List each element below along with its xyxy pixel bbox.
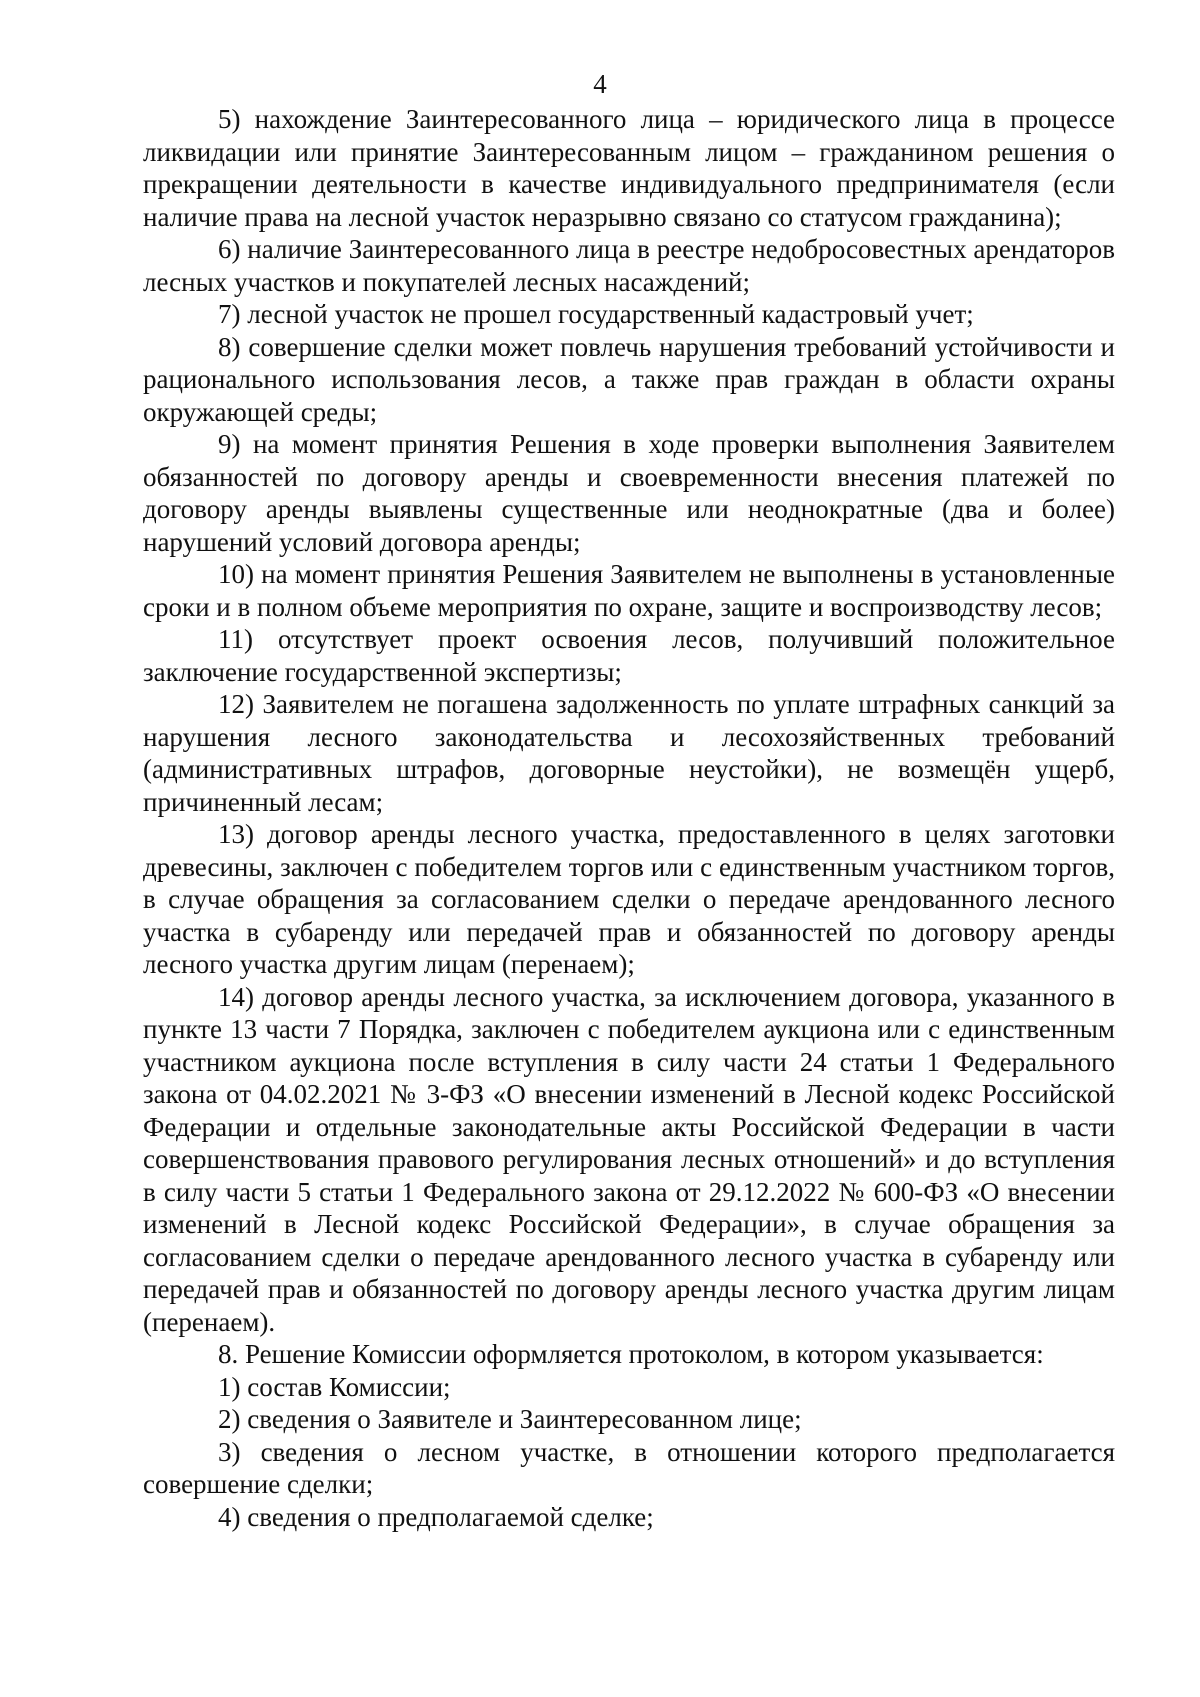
protocol-item-2: 2) сведения о Заявителе и Заинтересованном лице; bbox=[218, 1404, 802, 1434]
list-item-11: 11) отсутствует проект освоения лесов, получивший положительное заключение государственной экспертизы; bbox=[143, 624, 1115, 687]
list-item-10: 10) на момент принятия Решения Заявителем не выполнены в установленные сроки и в полном объеме мероприятия по охране, защите и воспроизводству лесов; bbox=[143, 559, 1115, 622]
list-item-8: 8) совершение сделки может повлечь нарушения требований устойчивости и рационального использования лесов, а также прав граждан в области охраны окружающей среды; bbox=[143, 331, 1115, 427]
list-item-9: 9) на момент принятия Решения в ходе проверки выполнения Заявителем обязанностей по договору аренды и своевременности внесения платежей по договору аренды выявлены существенные или неоднократные (два и более) нарушений условий договора аренды; bbox=[143, 429, 1115, 557]
protocol-item-4: 4) сведения о предполагаемой сделке; bbox=[218, 1501, 654, 1532]
protocol-item-3: 3) сведения о лесном участке, в отношении которого предполагается совершение сделки; bbox=[143, 1436, 1115, 1499]
section-8-heading: 8. Решение Комиссии оформляется протоколом, в котором указывается: bbox=[218, 1339, 1044, 1369]
list-item-14: 14) договор аренды лесного участка, за исключением договора, указанного в пункте 13 части 7 Порядка, заключен с победителем аукциона или с единственным участником аукциона после вступления в силу части 24 статьи 1 Федерального закона от 04.02.2021 № 3-ФЗ «О внесении изменений в Лесной кодекс Российской Федерации и отдельные законодательные акты Российской Федерации в части совершенствования правового регулирования лесных отношений» и до вступления в силу части 5 статьи 1 Федерального закона от 29.12.2022 № 600-ФЗ «О внесении изменений в Лесной кодекс Российской Федерации», в случае обращения за согласованием сделки о передаче арендованного лесного участка в субаренду или передачей прав и обязанностей по договору аренды лесного участка другим лицам (перенаем). bbox=[143, 981, 1115, 1337]
list-item-7: 7) лесной участок не прошел государственный кадастровый учет; bbox=[218, 299, 974, 329]
list-item-5: 5) нахождение Заинтересованного лица – юридического лица в процессе ликвидации или принятие Заинтересованным лицом – гражданином решения о прекращении деятельности в качестве индивидуального предпринимателя (если наличие права на лесной участок неразрывно связано со статусом гражданина); bbox=[143, 104, 1115, 232]
list-item-6: 6) наличие Заинтересованного лица в реестре недобросовестных арендаторов лесных участков и покупателей лесных насаждений; bbox=[143, 234, 1115, 297]
protocol-item-1: 1) состав Комиссии; bbox=[218, 1371, 451, 1402]
list-item-12: 12) Заявителем не погашена задолженность по уплате штрафных санкций за нарушения лесного законодательства и лесохозяйственных требований (административных штрафов, договорные неустойки), не возмещён ущерб, причиненный лесам; bbox=[143, 689, 1115, 817]
list-item-13: 13) договор аренды лесного участка, предоставленного в целях заготовки древесины, заключен с победителем торгов или с единственным участником торгов, в случае обращения за согласованием сделки о передаче арендованного лесного участка в субаренду или передачей прав и обязанностей по договору аренды лесного участка другим лицам (перенаем); bbox=[143, 819, 1115, 979]
document-body bbox=[143, 103, 1115, 1533]
page-number: 4 bbox=[593, 69, 607, 99]
